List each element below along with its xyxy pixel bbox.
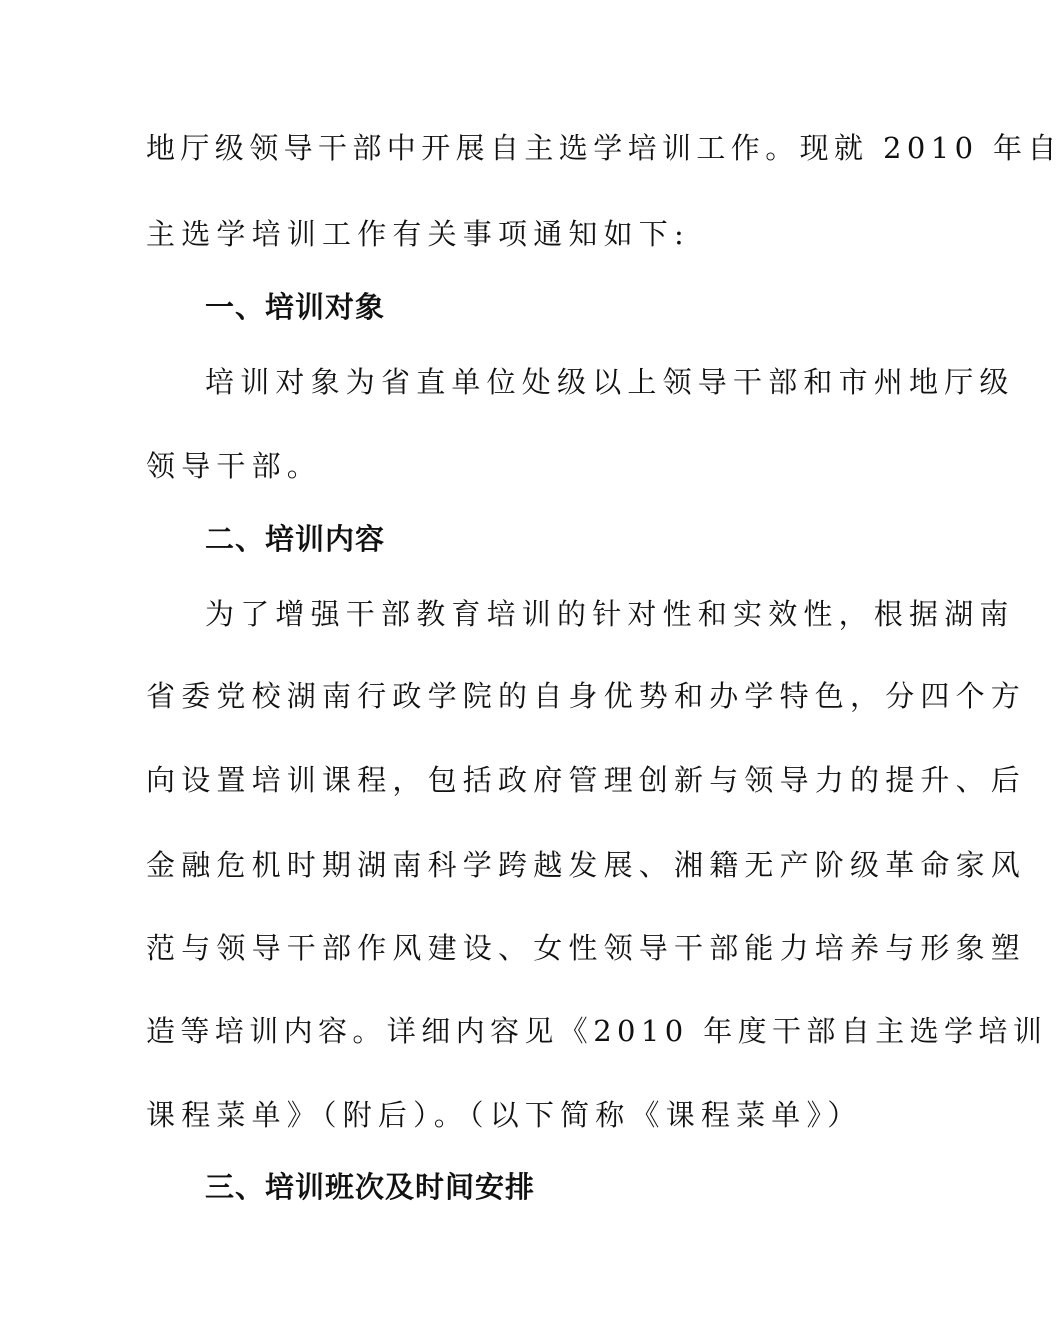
section-heading-2: 二、培训内容 xyxy=(205,522,386,556)
paragraph-line: 造等培训内容。详细内容见《2010 年度干部自主选学培训 xyxy=(146,1014,1048,1048)
paragraph-line: 金融危机时期湖南科学跨越发展、湘籍无产阶级革命家风 xyxy=(146,848,1027,882)
paragraph-line: 领导干部。 xyxy=(146,449,323,483)
paragraph-line: 主选学培训工作有关事项通知如下: xyxy=(146,217,690,251)
paragraph-line: 范与领导干部作风建设、女性领导干部能力培养与形象塑 xyxy=(146,931,1027,965)
paragraph-line: 省委党校湖南行政学院的自身优势和办学特色，分四个方 xyxy=(146,679,1027,713)
paragraph-line: 培训对象为省直单位处级以上领导干部和市州地厅级 xyxy=(205,365,1015,399)
section-heading-1: 一、培训对象 xyxy=(205,290,386,324)
paragraph-line: 为了增强干部教育培训的针对性和实效性，根据湖南 xyxy=(205,597,1015,631)
section-heading-3: 三、培训班次及时间安排 xyxy=(205,1170,536,1204)
paragraph-line: 地厅级领导干部中开展自主选学培训工作。现就 2010 年自 xyxy=(146,131,1062,165)
paragraph-line: 课程菜单》（附后）。（以下简称《课程菜单》） xyxy=(146,1098,863,1132)
paragraph-line: 向设置培训课程，包括政府管理创新与领导力的提升、后 xyxy=(146,763,1027,797)
